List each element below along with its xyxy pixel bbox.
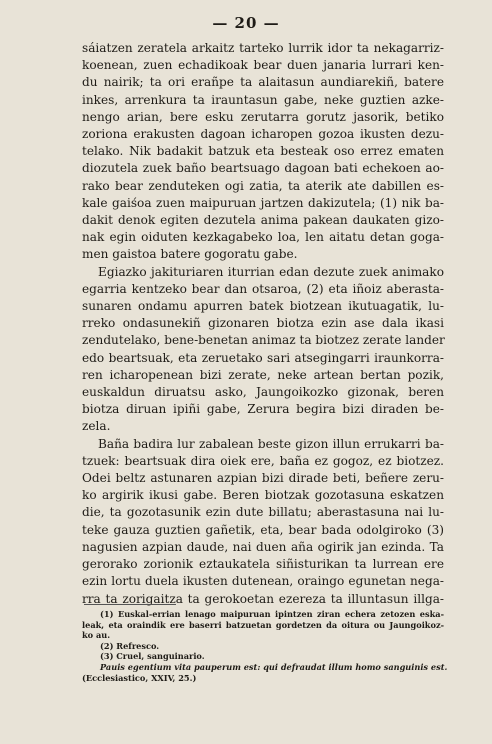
text-line: telako. Nik badakit batzuk eta besteak oso errez ematen — [82, 144, 444, 159]
text-line: nak egin oiduten kezkagabeko loa, len aitatu detan goga- — [82, 230, 444, 245]
text-line: ren icharopenean bizi zerate, neke artean bertan pozik, — [82, 367, 444, 382]
text-line: rreko ondasunekiñ gizonaren biotza ezin ase dala ikasi — [82, 316, 444, 331]
footnote-line: (2) Refresco. — [100, 640, 160, 651]
footnote-line: ko au. — [82, 630, 111, 641]
footnotes — [82, 609, 448, 683]
text-line: Odei beltz astunaren azpian bizi dirade beti, beñere zeru- — [82, 471, 444, 486]
text-line: zela. — [82, 419, 111, 434]
footnote-line: leak, eta oraindik ere baserri batzuetan gordetzen da oitura ou Jaungoikoz- — [82, 619, 444, 630]
text-line: ko argirik ikusi gabe. Beren biotzak gozotasuna eskatzen — [82, 488, 444, 503]
text-line: ezin lortu duela ikusten dutenean, oraingo egunetan nega- — [82, 574, 444, 589]
text-line: sáiatzen zeratela arkaitz tarteko lurrik idor ta nekagarriz- — [82, 41, 444, 55]
text-line: egarria kentzeko bear dan otsaroa, (2) eta iñoiz aberasta- — [82, 281, 444, 296]
text-line: nengo arian, bere esku zerutarra gorutz jasorik, betiko — [82, 109, 444, 124]
text-line: gerorako zorionik eztaukatela siñisturikan ta lurrean ere — [82, 557, 444, 572]
page-number: — 20 — — [212, 14, 280, 32]
text-line: sunaren ondamu apurren batek biotzean ikutuagatik, lu- — [82, 299, 444, 314]
text-line: rra ta zorigaitza ta gerokoetan ezereza ta illuntasun illga- — [82, 591, 444, 606]
main-text — [82, 40, 444, 608]
text-line: edo beartsuak, eta zeruetako sari atsegingarri iraunkorra- — [82, 350, 444, 365]
paragraph-1 — [82, 40, 444, 264]
text-line: dakit denok egiten dezutela anima pakean daukaten gizo- — [82, 213, 444, 228]
text-line: men gaistoa batere gogoratu gabe. — [82, 247, 298, 262]
text-line: Egiazko jakituriaren iturrian edan dezute zuek animako — [98, 264, 444, 279]
text-line: koenean, zuen echadikoak bear duen janaria lurrari ken- — [82, 58, 444, 73]
text-line: euskaldun diruatsu asko, Jaungoikozko gizonak, beren — [82, 385, 444, 400]
text-line: nagusien azpian daude, nai duen aña ogirik jan ezinda. Ta — [82, 539, 444, 554]
text-line: tzuek: beartsuak dira oiek ere, baña ez gogoz, ez biotzez. — [82, 453, 444, 468]
footnote-line: (1) Euskal-errian lenago maipuruan ipintzen ziran echera zetozen eska- — [100, 609, 444, 619]
text-line: biotza diruan ipiñi gabe, Zerura begira bizi diraden be- — [82, 402, 444, 417]
text-line: kale gaiśoa zuen maipuruan jartzen dakizutela; (1) nik ba- — [82, 195, 444, 210]
footnote-quote-line: Pauis egentium vita pauperum est: qui defraudat illum homo sanguinis est. — [100, 661, 448, 672]
text-line: inkes, arrenkura ta irauntasun gabe, neke guztien azke- — [82, 92, 444, 107]
paragraph-2 — [82, 264, 444, 436]
text-line: die, ta gozotasunik ezin dute billatu; aberastasuna nai lu- — [82, 505, 444, 520]
footnote-citation-line: (Ecclesiastico, XXIV, 25.) — [82, 672, 197, 683]
text-line: zendutelako, bene-benetan animaz ta biotzez zerate lander — [82, 333, 445, 348]
text-line: zoriona erakusten dagoan icharopen gozoa ikusten dezu- — [82, 127, 444, 142]
text-line: Baña badira lur zabalean beste gizon illun errukarri ba- — [98, 436, 444, 451]
text-line: rako bear zenduteken ogi zatia, ta aterik ate dabillen es- — [82, 178, 444, 193]
text-line: diozutela zuek baño beartsuago dagoan bati echekoen ao- — [82, 161, 444, 176]
text-line: du nairik; ta ori erañpe ta alaitasun aundiarekiñ, batere — [82, 75, 444, 90]
footnote-line: (3) Cruel, sanguinario. — [100, 651, 205, 662]
paragraph-3 — [82, 436, 444, 608]
footnote-divider — [84, 604, 176, 605]
text-line: teke gauza guztien gañetik, eta, bear bada odolgiroko (3) — [82, 522, 444, 537]
